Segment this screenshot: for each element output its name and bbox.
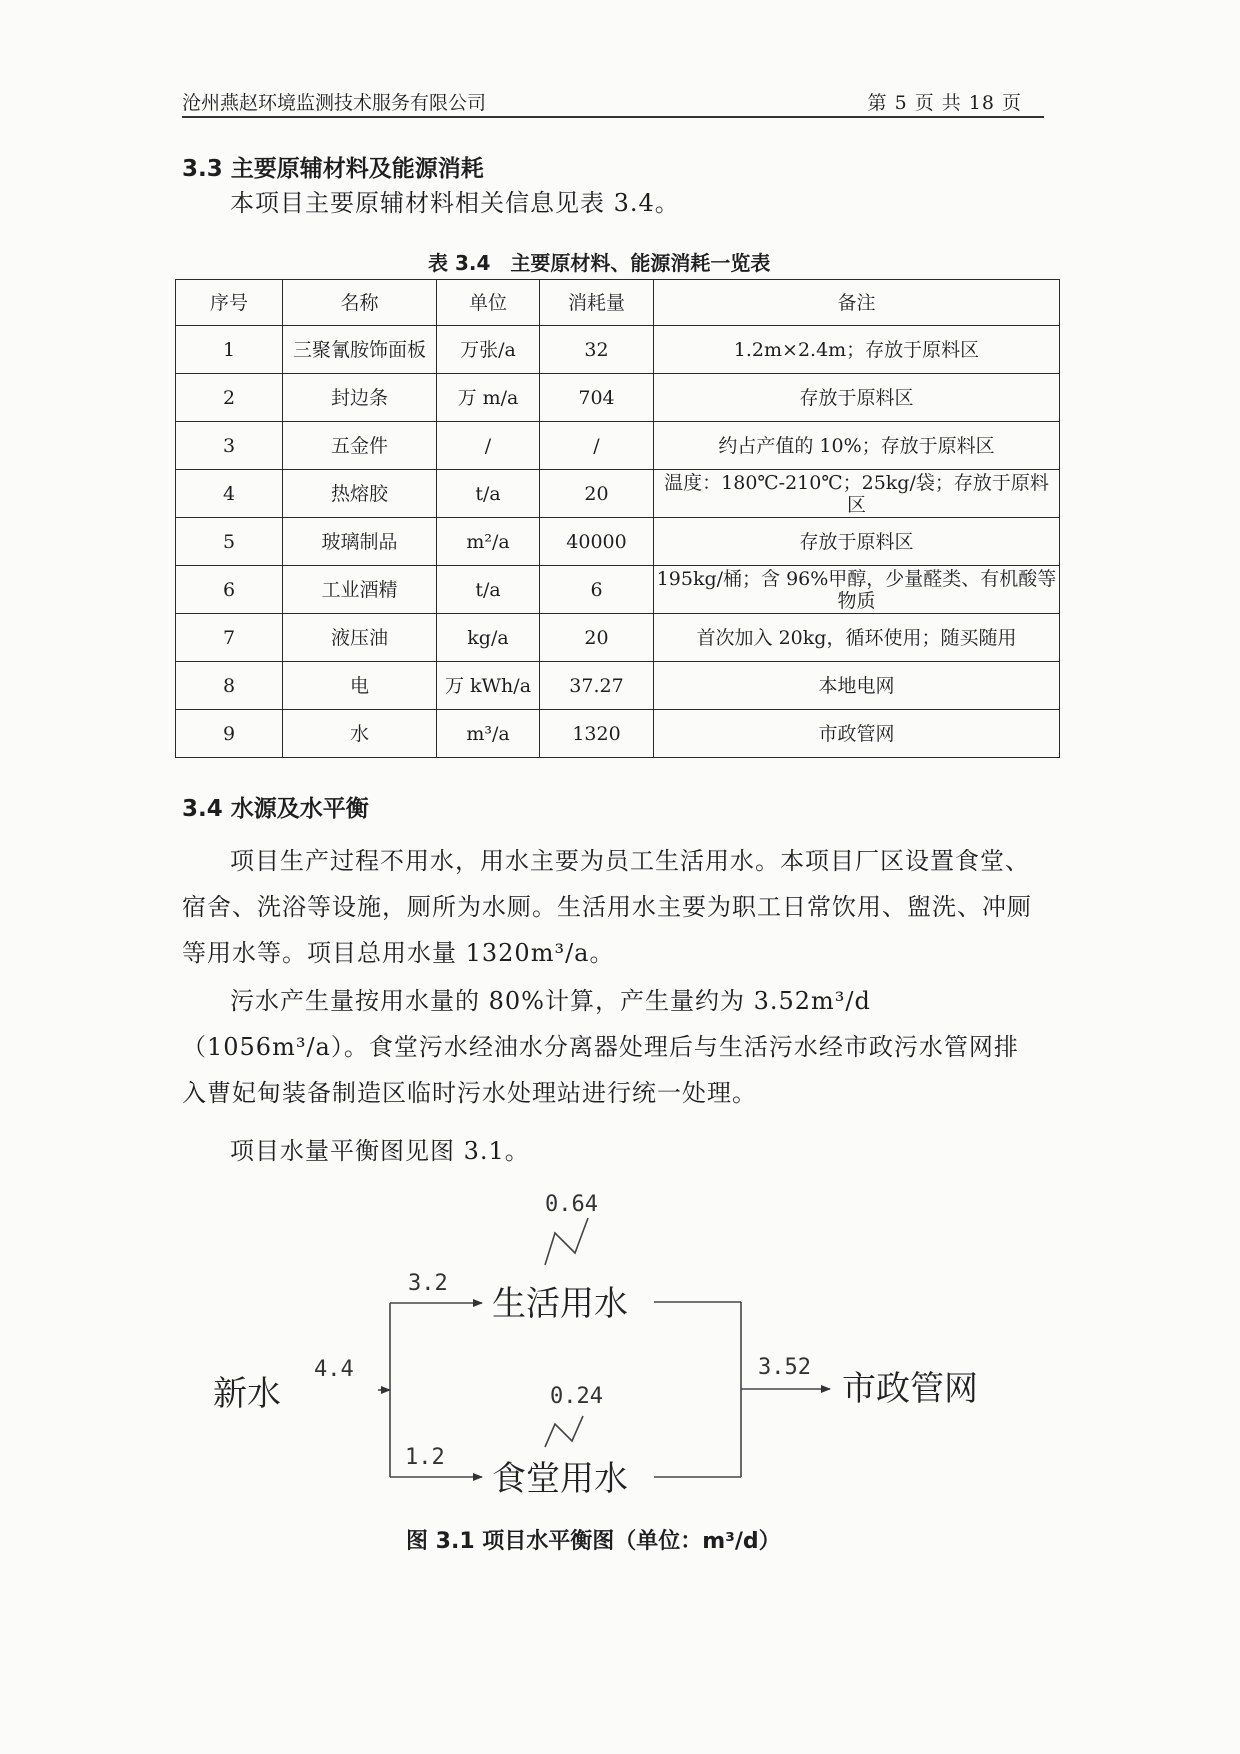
material-amount: 20: [540, 470, 654, 518]
material-note: 存放于原料区: [654, 374, 1060, 422]
domestic-loss-zigzag: [545, 1218, 588, 1265]
domestic-in-label: 3.2: [408, 1271, 448, 1296]
water-usage-paragraph: 项目生产过程不用水，用水主要为员工生活用水。本项目厂区设置食堂、宿舍、洗浴等设施，厕所为水厕。生活用水主要为职工日常饮用、盥洗、冲厕等用水等。项目总用水量 1320m³/a。: [182, 847, 1032, 967]
material-name: 水: [283, 710, 437, 758]
material-amount: /: [540, 422, 654, 470]
material-name: 三聚氰胺饰面板: [283, 326, 437, 374]
material-unit: 万 m/a: [437, 374, 540, 422]
material-amount: 20: [540, 614, 654, 662]
material-amount: 32: [540, 326, 654, 374]
canteen-loss-zigzag: [545, 1416, 583, 1447]
material-name: 玻璃制品: [283, 518, 437, 566]
column-header: 单位: [437, 280, 540, 326]
material-unit: m²/a: [437, 518, 540, 566]
table-caption: 表 3.4 主要原材料、能源消耗一览表: [428, 251, 771, 275]
material-amount: 1320: [540, 710, 654, 758]
canteen-loss-label: 0.24: [550, 1384, 603, 1409]
material-note: 存放于原料区: [654, 518, 1060, 566]
material-name: 液压油: [283, 614, 437, 662]
row-number: 6: [176, 566, 283, 614]
row-number: 1: [176, 326, 283, 374]
material-note: 首次加入 20kg，循环使用；随买随用: [654, 614, 1060, 662]
section-3-3-title: 3.3 主要原辅材料及能源消耗: [182, 156, 484, 182]
row-number: 7: [176, 614, 283, 662]
material-unit: 万张/a: [437, 326, 540, 374]
material-unit: t/a: [437, 566, 540, 614]
material-unit: /: [437, 422, 540, 470]
company-name: 沧州燕赵环境监测技术服务有限公司: [182, 92, 487, 114]
material-note: 约占产值的 10%；存放于原料区: [654, 422, 1060, 470]
domestic-loss-label: 0.64: [545, 1192, 598, 1217]
material-amount: 704: [540, 374, 654, 422]
material-name: 五金件: [283, 422, 437, 470]
section-3-3-intro: 本项目主要原辅材料相关信息见表 3.4。: [230, 189, 680, 217]
material-note: 195kg/桶；含 96%甲醇，少量醛类、有机酸等物质: [654, 566, 1060, 614]
source-flow-label: 4.4: [314, 1357, 354, 1382]
column-header: 序号: [176, 280, 283, 326]
material-name: 电: [283, 662, 437, 710]
municipal-network-node: 市政管网: [842, 1369, 978, 1409]
material-name: 封边条: [283, 374, 437, 422]
material-name: 热熔胶: [283, 470, 437, 518]
material-unit: 万 kWh/a: [437, 662, 540, 710]
row-number: 9: [176, 710, 283, 758]
material-note: 温度：180℃-210℃；25kg/袋；存放于原料区: [654, 470, 1060, 518]
row-number: 4: [176, 470, 283, 518]
material-unit: kg/a: [437, 614, 540, 662]
material-amount: 6: [540, 566, 654, 614]
row-number: 3: [176, 422, 283, 470]
material-note: 1.2m×2.4m；存放于原料区: [654, 326, 1060, 374]
discharge-label: 3.52: [758, 1355, 811, 1380]
row-number: 8: [176, 662, 283, 710]
material-name: 工业酒精: [283, 566, 437, 614]
material-unit: m³/a: [437, 710, 540, 758]
domestic-water-node: 生活用水: [492, 1284, 628, 1324]
material-amount: 37.27: [540, 662, 654, 710]
material-note: 市政管网: [654, 710, 1060, 758]
figure-reference-paragraph: 项目水量平衡图见图 3.1。: [230, 1137, 530, 1165]
canteen-in-label: 1.2: [405, 1445, 445, 1470]
material-amount: 40000: [540, 518, 654, 566]
row-number: 5: [176, 518, 283, 566]
wastewater-paragraph: 污水产生量按用水量的 80%计算，产生量约为 3.52m³/d（1056m³/a）。食堂污水经油水分离器处理后与生活污水经市政污水管网排入曹妃甸装备制造区临时污水处理站进行统一处理。: [182, 987, 1019, 1107]
material-unit: t/a: [437, 470, 540, 518]
column-header: 备注: [654, 280, 1060, 326]
column-header: 名称: [283, 280, 437, 326]
material-note: 本地电网: [654, 662, 1060, 710]
figure-caption: 图 3.1 项目水平衡图（单位：m³/d）: [406, 1529, 781, 1554]
row-number: 2: [176, 374, 283, 422]
section-3-4-title: 3.4 水源及水平衡: [182, 796, 369, 822]
source-node: 新水: [213, 1374, 281, 1414]
canteen-water-node: 食堂用水: [492, 1459, 628, 1499]
column-header: 消耗量: [540, 280, 654, 326]
page-number: 第 5 页 共 18 页: [867, 92, 1022, 114]
